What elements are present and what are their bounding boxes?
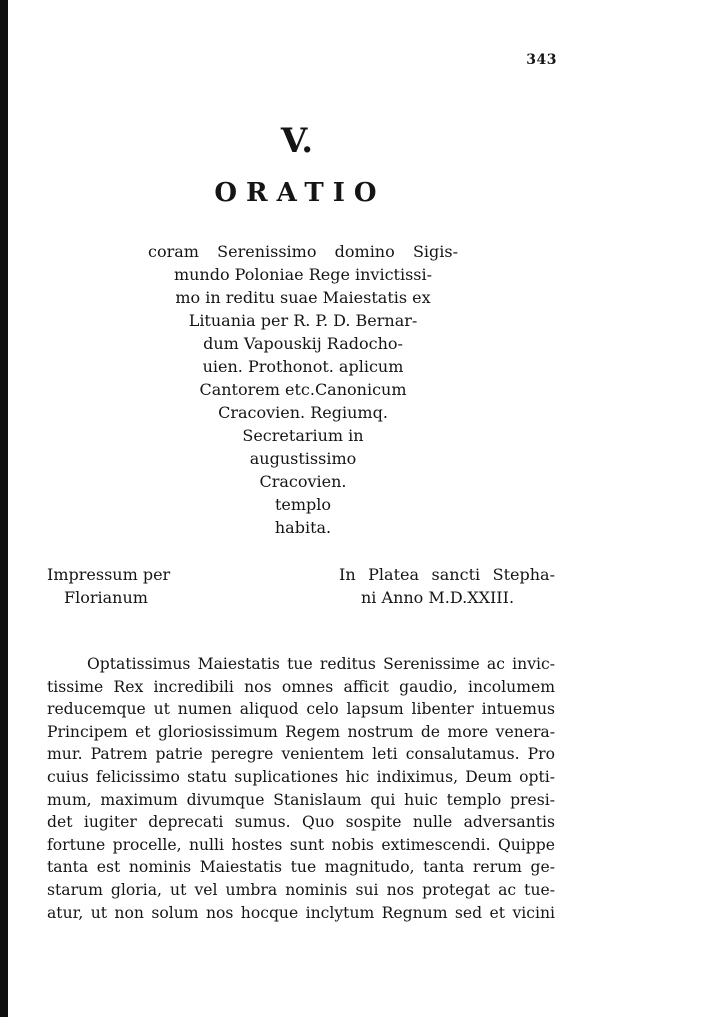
dedication-line: dum Vapouskij Radocho- bbox=[203, 334, 403, 353]
oration-body bbox=[47, 653, 555, 924]
imprint-line: ni Anno M.D.XXIII. bbox=[361, 588, 515, 607]
section-number: V. bbox=[280, 121, 314, 161]
imprint-line: Impressum per bbox=[47, 565, 171, 584]
imprint-line: In Platea sancti Stepha- bbox=[339, 565, 555, 584]
dedication-line: Cracovien. Regiumq. bbox=[218, 403, 388, 422]
page-number: 343 bbox=[526, 52, 557, 68]
body-line: Principem et gloriosissimum Regem nostrum de more venera- bbox=[47, 722, 555, 741]
body-line: mur. Patrem patrie peregre venientem leti consalutamus. Pro bbox=[47, 745, 555, 764]
dedication-line: augustissimo bbox=[249, 449, 357, 468]
body-line: tanta est nominis Maiestatis tue magnitudo, tanta rerum ge- bbox=[47, 858, 555, 877]
body-line: Optatissimus Maiestatis tue reditus Serenissime ac invic- bbox=[87, 655, 555, 673]
dedication-line: coram Serenissimo domino Sigis- bbox=[148, 242, 458, 261]
dedication-block bbox=[148, 240, 458, 539]
body-line: mum, maximum divumque Stanislaum qui huic templo presi- bbox=[47, 790, 555, 809]
dedication-line: uien. Prothonot. aplicum bbox=[202, 357, 404, 376]
body-line: atur, ut non solum nos hocque inclytum Regnum sed et vicini bbox=[47, 903, 555, 922]
body-line: starum gloria, ut vel umbra nominis sui nos protegat ac tue- bbox=[47, 880, 555, 899]
body-line: cuius felicissimo statu suplicationes hic indiximus, Deum opti- bbox=[47, 767, 555, 786]
dedication-line: templo bbox=[274, 495, 332, 514]
dedication-line: Secretarium in bbox=[242, 426, 364, 445]
body-line: tissime Rex incredibili nos omnes afficit gaudio, incolumem bbox=[47, 677, 555, 696]
body-line: fortune procelle, nulli hostes sunt nobis extimescendi. Quippe bbox=[47, 835, 555, 854]
body-line: reducemque ut numen aliquod celo lapsum libenter intuemus bbox=[47, 700, 555, 719]
dedication-line: mundo Poloniae Rege invictissi- bbox=[173, 265, 433, 284]
imprint-printer bbox=[47, 563, 247, 609]
imprint-place-date bbox=[339, 563, 555, 609]
body-line: det iugiter deprecati sumus. Quo sospite nulle adversantis bbox=[47, 813, 555, 832]
imprint-line: Florianum bbox=[64, 588, 148, 607]
dedication-line: habita. bbox=[274, 518, 332, 537]
dedication-line: Cracovien. bbox=[259, 472, 347, 491]
oration-title: ORATIO bbox=[214, 178, 386, 208]
dedication-line: Cantorem etc.Canonicum bbox=[199, 380, 407, 399]
dedication-line: Lituania per R. P. D. Bernar- bbox=[188, 311, 418, 330]
dedication-line: mo in reditu suae Maiestatis ex bbox=[175, 288, 431, 307]
